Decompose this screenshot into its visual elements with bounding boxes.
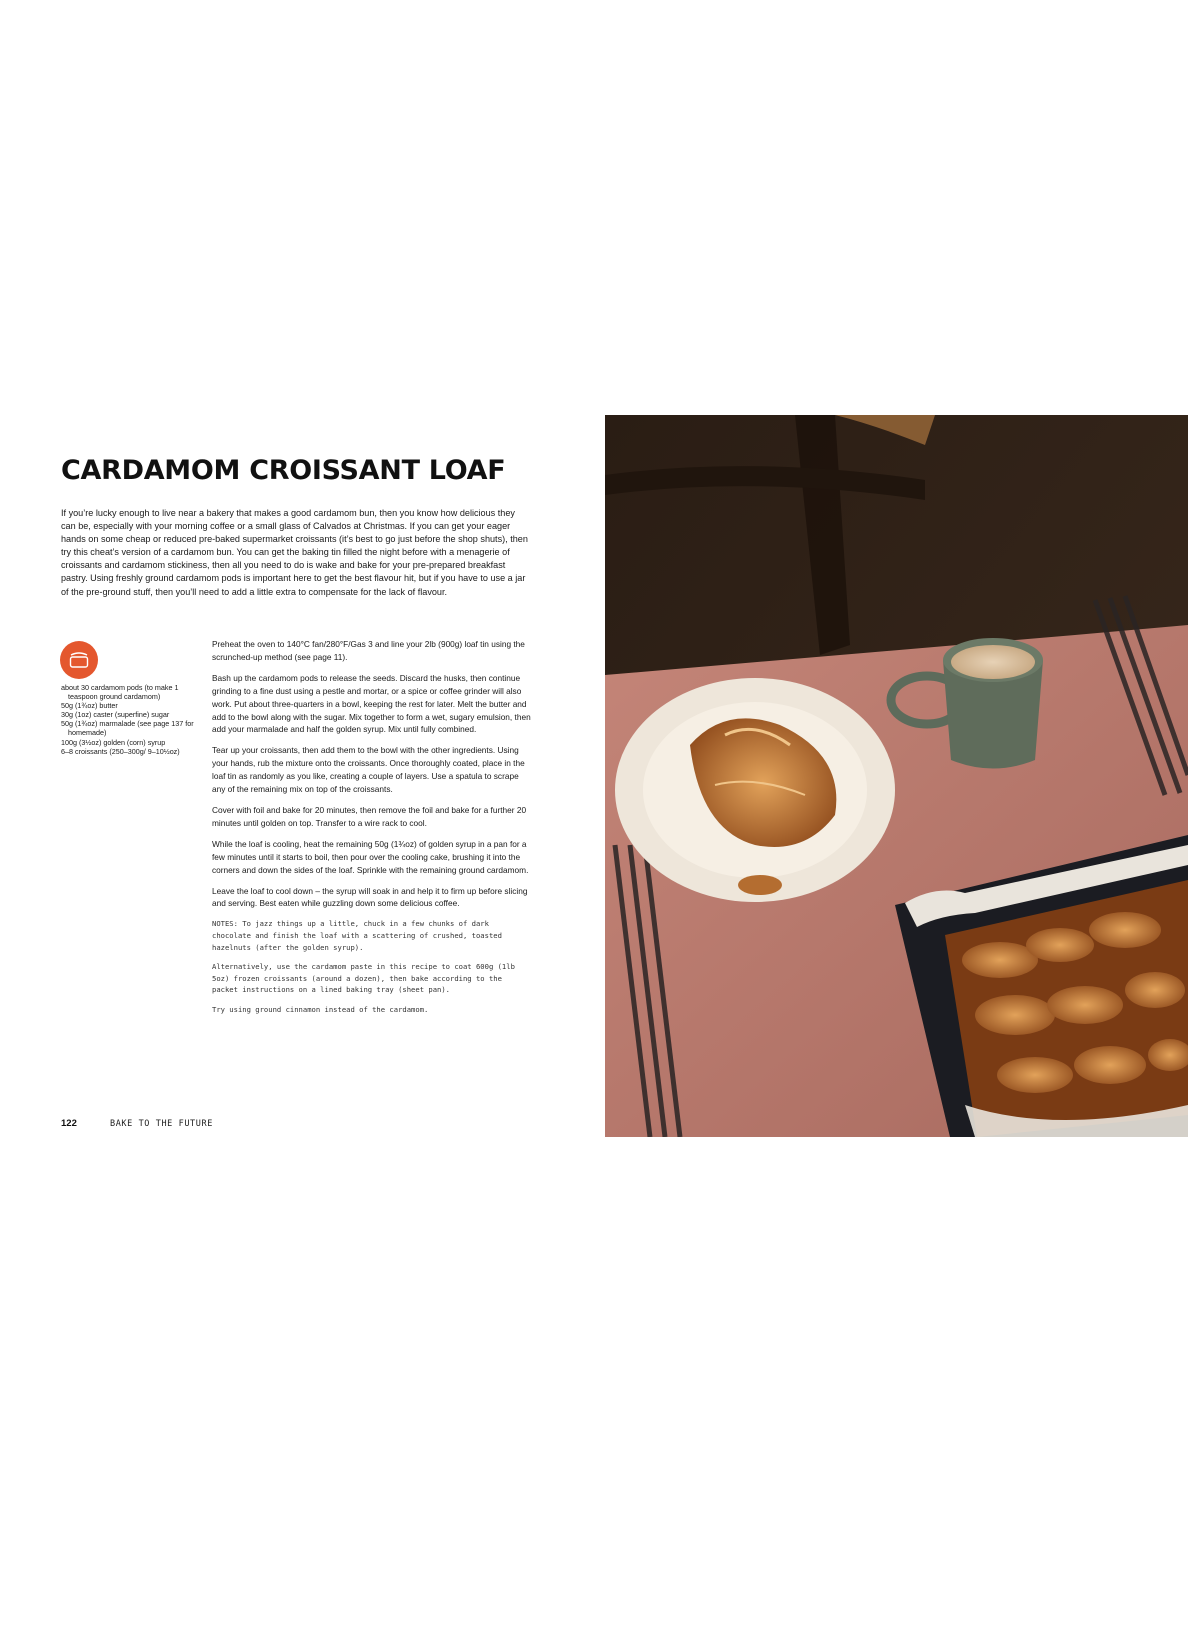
loaf-tin-icon <box>68 650 90 670</box>
recipe-note: Alternatively, use the cardamom paste in this recipe to coat 600g (1lb 5oz) frozen croissants (around a dozen), then bake according to the packet instructions on a lined baking tray (sheet pan). <box>212 962 515 995</box>
ingredient-item: 50g (1¾oz) butter <box>61 701 118 711</box>
ingredient-item: 6–8 croissants (250–300g/ 9–10½oz) <box>61 746 180 756</box>
ingredient-item: 100g (3½oz) golden (corn) syrup <box>61 737 166 747</box>
recipe-photo <box>605 415 1188 1137</box>
ingredient-item: 30g (1oz) caster (superfine) sugar <box>61 710 170 720</box>
loaf-tin-badge <box>60 641 98 679</box>
method-step: Bash up the cardamom pods to release the seeds. Discard the husks, then continue grinding to a fine dust using a pestle and mortar, or a spice or coffee grinder will also work. Put about three-quarters in a bowl, keeping the rest for later. Melt the butter and add to the bowl along with the sugar. Mix together to form a wet, sugary emulsion, then add your marmalade and half the golden syrup. Mix until fully combined. <box>212 672 531 735</box>
ingredient-item: 50g (1¾oz) marmalade (see page 137 for homemade) <box>61 719 194 738</box>
method-steps <box>212 638 532 1023</box>
recipe-title: CARDAMOM CROISSANT LOAF <box>61 455 506 486</box>
method-step: Leave the loaf to cool down – the syrup will soak in and help it to firm up before slicing and serving. Best eaten while guzzling down some delicious coffee. <box>212 885 528 909</box>
ingredient-item: about 30 cardamom pods (to make 1 teaspoon ground cardamom) <box>61 683 179 702</box>
method-step: Tear up your croissants, then add them to the bowl with the other ingredients. Using your hands, rub the mixture onto the croissants. Once thoroughly coated, place in the loaf tin as randomly as you like, creating a couple of layers. Use a spatula to scrape any of the remaining mix on top of the croissants. <box>212 745 525 795</box>
plate <box>615 678 895 902</box>
page-number: 122 <box>61 1118 77 1129</box>
method-step: Cover with foil and bake for 20 minutes, then remove the foil and bake for a further 20 minutes until golden on top. Transfer to a wire rack to cool. <box>212 804 527 828</box>
recipe-note: Try using ground cinnamon instead of the cardamom. <box>212 1004 429 1014</box>
ingredient-list <box>61 683 201 756</box>
recipe-note: NOTES: To jazz things up a little, chuck in a few chunks of dark chocolate and finish the loaf with a scattering of crushed, toasted hazelnuts (after the golden syrup). <box>212 919 502 952</box>
recipe-intro: If you’re lucky enough to live near a bakery that makes a good cardamom bun, then you know how delicious they can be, especially with your morning coffee or a small glass of Calvados at Christmas. If you can get your eager hands on some cheap or reduced pre-baked supermarket croissants (it’s best to go just before the shop shuts), then try this cheat’s version of a cardamom bun. You can get the baking tin filled the night before with a menagerie of croissants and cardamom stickiness, then all you need to do is wake and bake for your pre-prepared breakfast pastry. Using freshly ground cardamom pods is important here to get the best flavour hit, but if you have to use a jar of the pre-ground stuff, then you’ll need to add a little extra to compensate for the lack of flavour. <box>61 508 528 597</box>
method-step: While the loaf is cooling, heat the remaining 50g (1¾oz) of golden syrup in a pan for a few minutes until it starts to boil, then pour over the cooling cake, brushing it into the corners and down the sides of the loaf. Sprinkle with the remaining ground cardamom. <box>212 838 529 875</box>
method-step: Preheat the oven to 140°C fan/280°F/Gas 3 and line your 2lb (900g) loaf tin using the scrunched-up method (see page 11). <box>212 639 525 662</box>
running-footer: BAKE TO THE FUTURE <box>110 1119 213 1129</box>
